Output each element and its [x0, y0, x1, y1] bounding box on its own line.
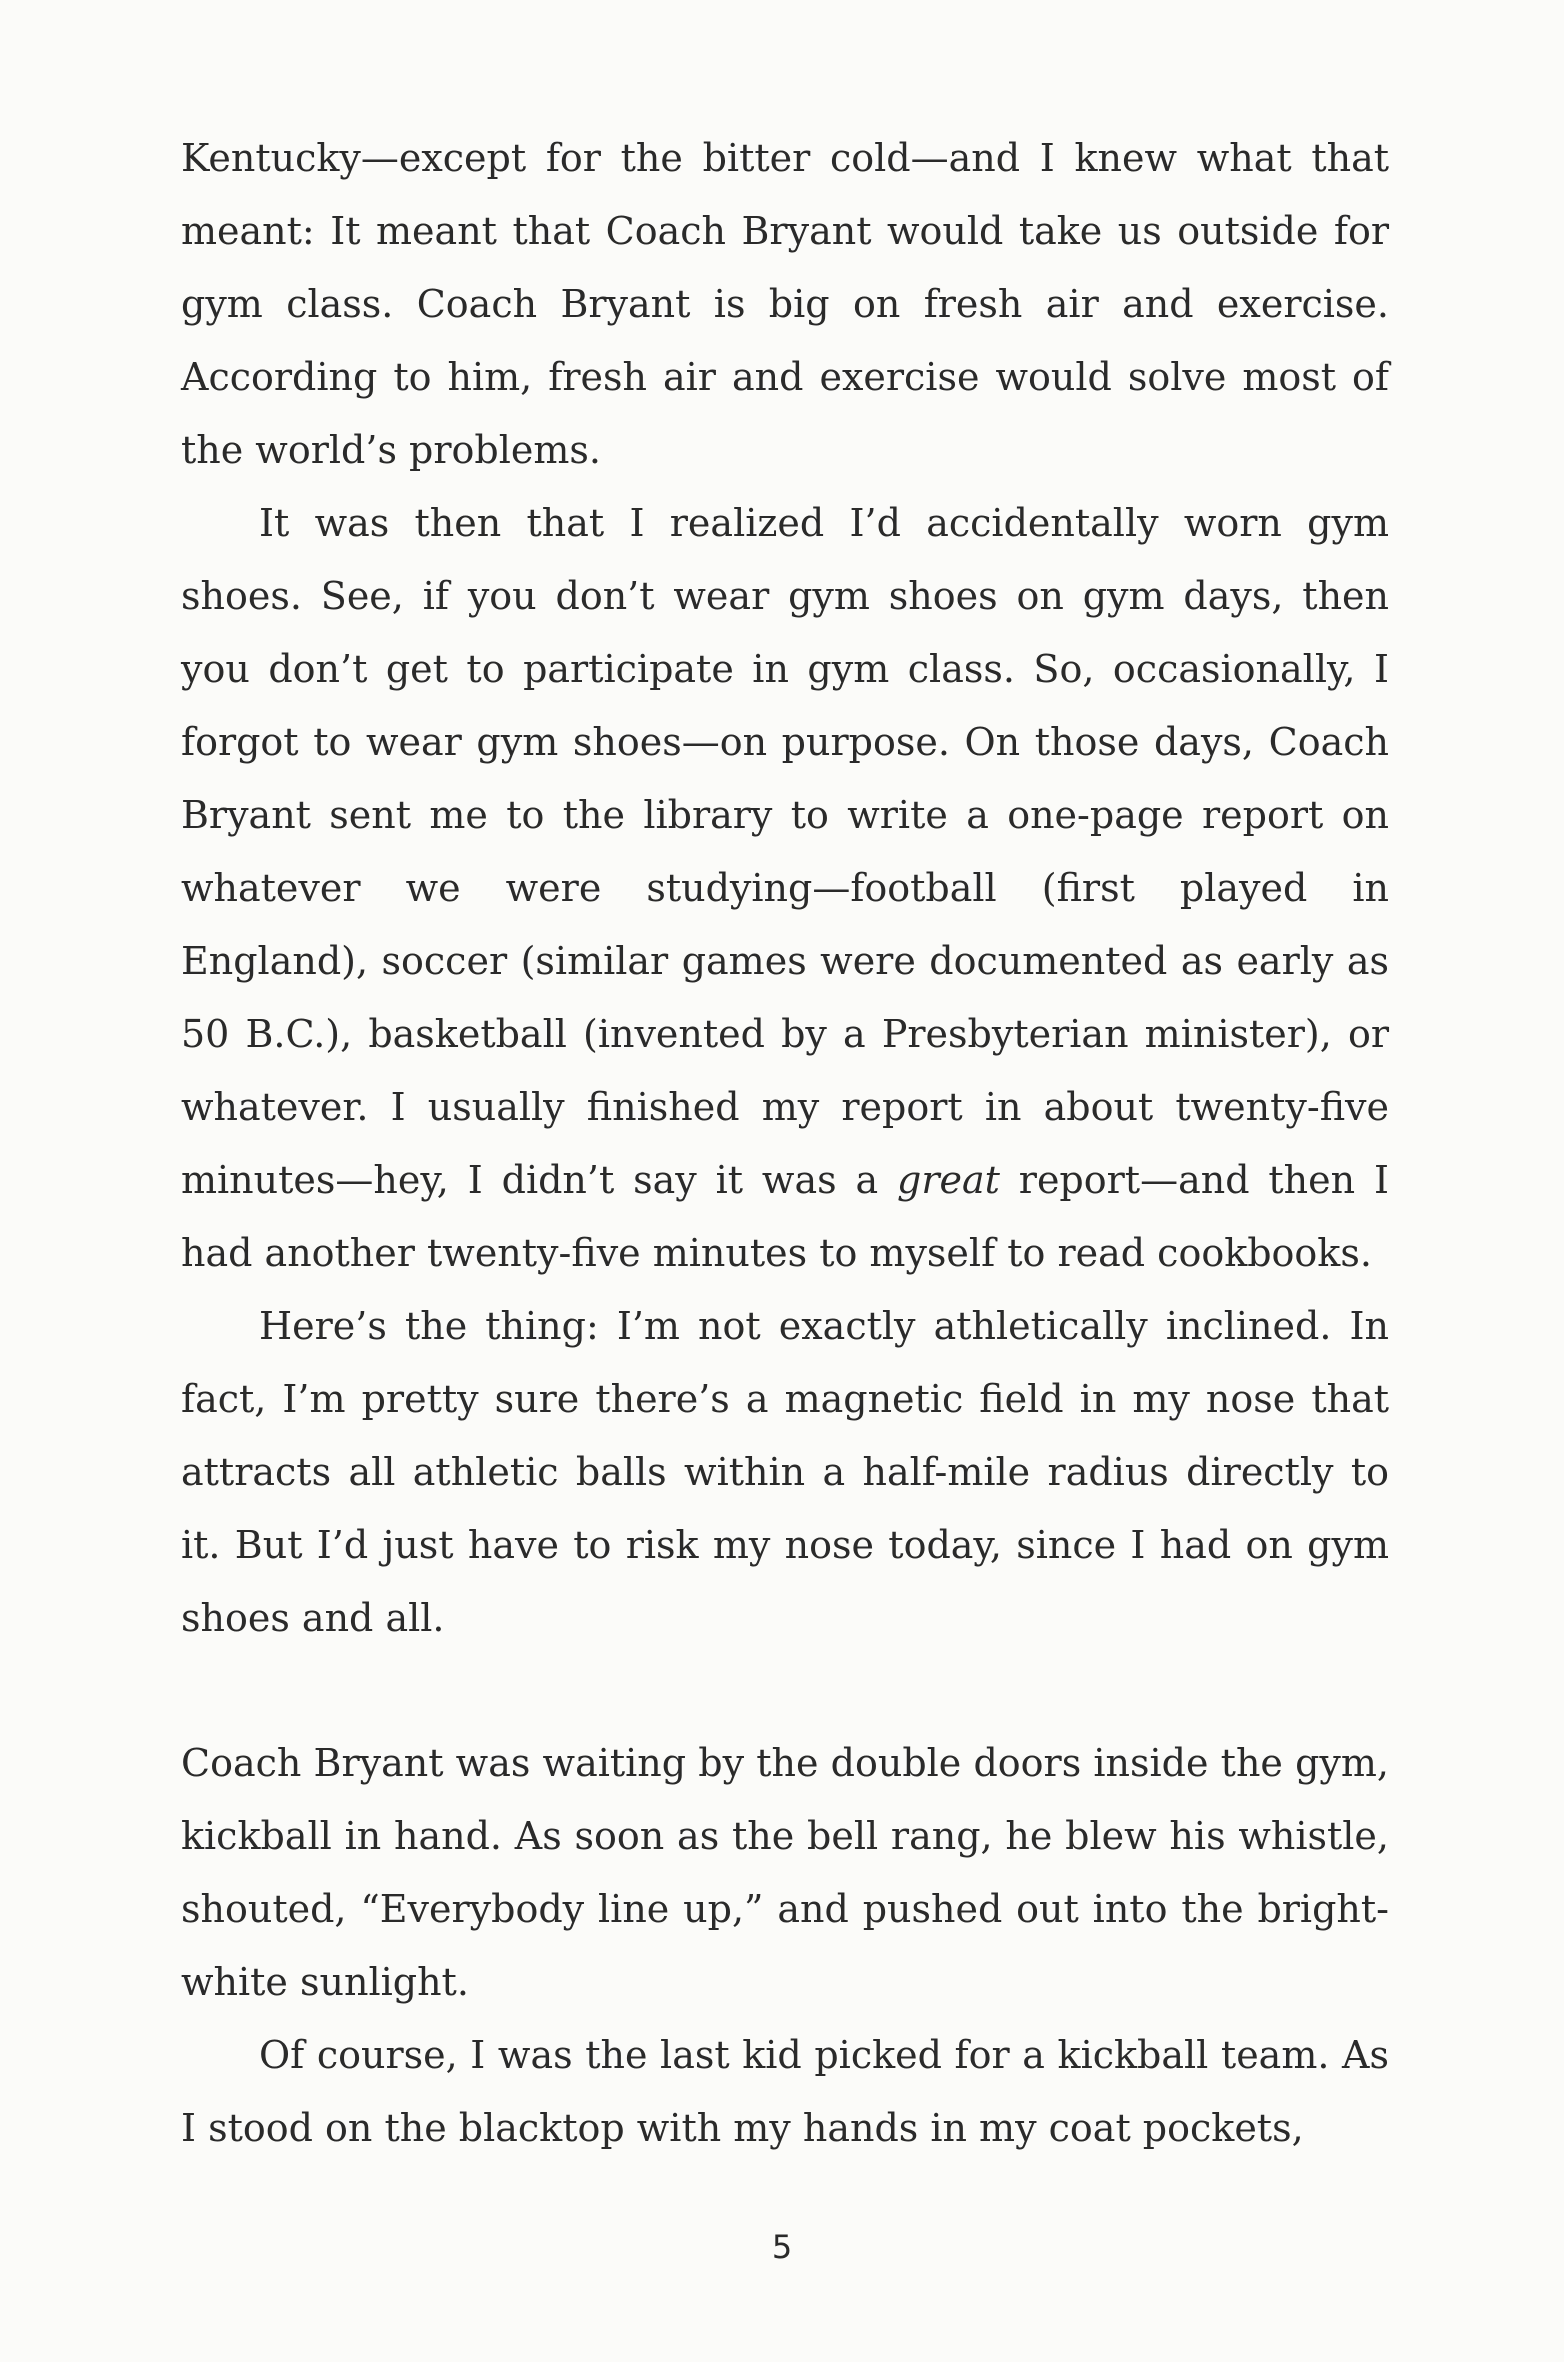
paragraph-4: Coach Bryant was waiting by the double doors inside the gym, kickball in hand. As soon as the bell rang, he blew his whistle, shouted, “Everybody line up,” and pushed out into the bright-white sunlight.: [181, 1741, 1389, 2004]
paragraph-2-part-1: It was then that I realized I’d accidentally worn gym shoes. See, if you don’t wear gym shoes on gym days, then you don’t get to participate in gym class. So, occasionally, I forgot to wear gym shoes—on purpose. On those days, Coach Bryant sent me to the library to write a one-page report on whatever we were studying—football (first played in England), soccer (similar games were documented as early as 50 B.C.), basketball (invented by a Presbyterian minister), or whatever. I usually finished my report in about twenty-five minutes—hey, I didn’t say it was a: [181, 501, 1389, 1202]
section-one: [181, 122, 1389, 1655]
paragraph-2: [181, 487, 1389, 1290]
section-two: [181, 1727, 1389, 2165]
page-number: 5: [771, 2228, 793, 2266]
paragraph-1: Kentucky—except for the bitter cold—and I knew what that meant: It meant that Coach Bryant would take us outside for gym class. Coach Bryant is big on fresh air and exercise. According to him, fresh air and exercise would solve most of the world’s problems.: [181, 136, 1389, 472]
emphasis-great: great: [897, 1158, 1000, 1202]
paragraph-5: Of course, I was the last kid picked for a kickball team. As I stood on the blacktop with my hands in my coat pockets,: [181, 2033, 1389, 2150]
paragraph-2-part-2: report—and then I had another twenty-five minutes to myself to read cookbooks.: [181, 1158, 1389, 1275]
paragraph-3: Here’s the thing: I’m not exactly athletically inclined. In fact, I’m pretty sure there’s a magnetic field in my nose that attracts all athletic balls within a half-mile radius directly to it. But I’d just have to risk my nose today, since I had on gym shoes and all.: [181, 1304, 1389, 1640]
